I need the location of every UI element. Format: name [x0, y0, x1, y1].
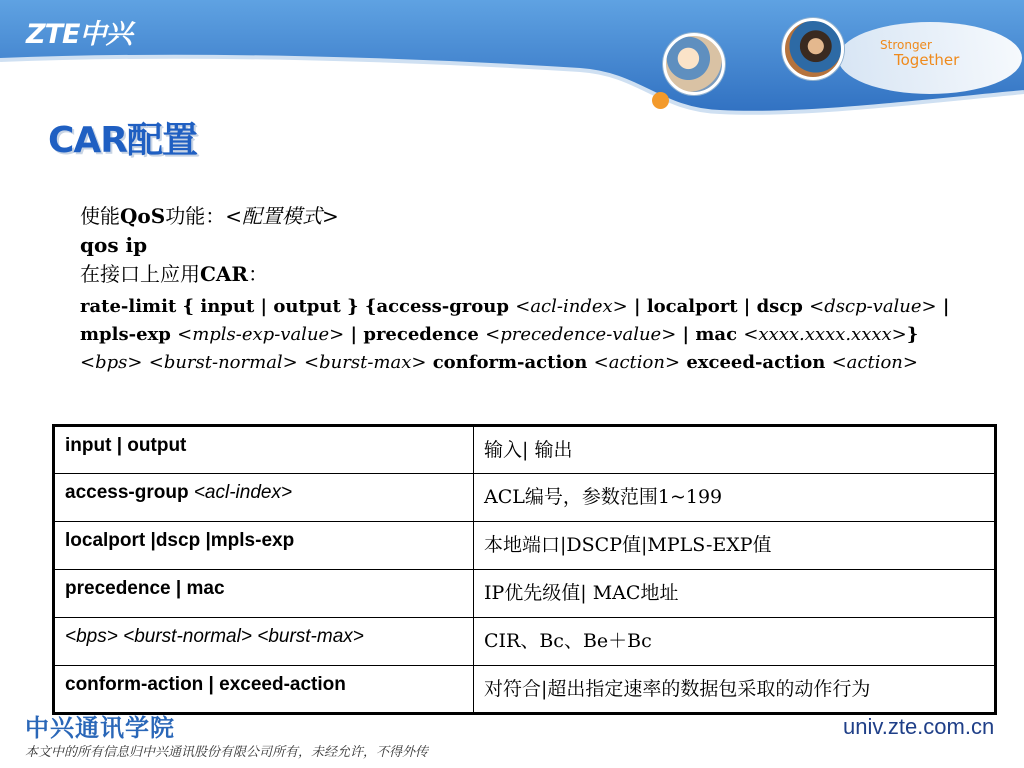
table-row: [54, 522, 996, 570]
table-row: [54, 618, 996, 666]
cmd-part: }: [906, 324, 919, 345]
cmd-param: <burst-max>: [304, 352, 427, 373]
footer-url: univ.zte.com.cn: [843, 714, 995, 739]
cmd-part: exceed-action: [680, 352, 832, 373]
cmd-part: conform-action: [426, 352, 594, 373]
qos-ip-command: qos ip: [80, 233, 148, 257]
param-cell: [54, 522, 474, 570]
cmd-part: rate-limit { input | output } {access-group: [80, 296, 516, 317]
apply-label-bold: CAR: [200, 262, 249, 286]
table-row: [54, 426, 996, 474]
parameter-table: [52, 424, 997, 715]
param-name: precedence | mac: [65, 578, 225, 599]
param-description: IP优先级值| MAC地址: [474, 570, 996, 618]
param-description: ACL编号，参数范围1~199: [474, 474, 996, 522]
config-mode: <配置模式>: [225, 204, 339, 228]
cmd-param: <dscp-value>: [809, 296, 937, 317]
slogan-line2: Together: [894, 51, 960, 69]
page-title: CAR配置: [48, 120, 198, 161]
rate-limit-command: [80, 293, 980, 377]
enable-qos-line: [80, 202, 980, 231]
param-name: conform-action | exceed-action: [65, 674, 346, 695]
apply-label-post: ：: [248, 262, 269, 286]
param-description: 对符合|超出指定速率的数据包采取的动作行为: [474, 666, 996, 714]
header-banner: [0, 0, 1024, 118]
academy-logo-text: 中兴通讯学院: [25, 713, 175, 742]
param-cell: [54, 570, 474, 618]
table-row: [54, 474, 996, 522]
param-name-italic: <acl-index>: [193, 482, 293, 503]
cmd-param: <xxxx.xxxx.xxxx>: [743, 324, 907, 345]
photo-circle-group: [782, 18, 844, 80]
cmd-param: <bps>: [80, 352, 143, 373]
copyright-note: 本文中的所有信息归中兴通讯股份有限公司所有，未经允许，不得外传: [25, 745, 429, 760]
cmd-param: <acl-index>: [515, 296, 628, 317]
param-cell: [54, 618, 474, 666]
apply-label-pre: 在接口上应用: [80, 262, 200, 286]
enable-label-bold: QoS: [120, 204, 166, 228]
cmd-part: | mpls-exp: [80, 296, 950, 345]
orange-dot-decoration: [652, 92, 669, 109]
table-row: [54, 570, 996, 618]
param-description: CIR、Bc、Be＋Bc: [474, 618, 996, 666]
cmd-param: <mpls-exp-value>: [177, 324, 345, 345]
cmd-param: <precedence-value>: [485, 324, 677, 345]
command-description: [80, 202, 980, 377]
param-name: access-group: [65, 482, 194, 503]
param-cell: [54, 474, 474, 522]
cmd-part: | precedence: [344, 324, 486, 345]
param-name: input | output: [65, 435, 187, 456]
apply-car-line: [80, 260, 980, 289]
table-row: [54, 666, 996, 714]
cmd-part: | localport | dscp: [627, 296, 810, 317]
param-cell: [54, 426, 474, 474]
cmd-param: <action>: [831, 352, 918, 373]
enable-label-pre: 使能: [80, 204, 120, 228]
slogan-line1: Stronger: [880, 38, 932, 52]
param-name-italic: <bps> <burst-normal> <burst-max>: [65, 626, 364, 647]
cmd-param: <action>: [593, 352, 681, 373]
header-background: [0, 0, 1024, 118]
param-description: 本地端口|DSCP值|MPLS-EXP值: [474, 522, 996, 570]
param-description: 输入| 输出: [474, 426, 996, 474]
enable-label-post: 功能：: [165, 204, 226, 228]
slogan: [880, 38, 975, 68]
param-cell: [54, 666, 474, 714]
cmd-part: | mac: [676, 324, 744, 345]
param-name: localport |dscp |mpls-exp: [65, 530, 295, 551]
zte-logo: ZTE中兴: [26, 19, 132, 50]
cmd-param: <burst-normal>: [148, 352, 298, 373]
photo-circle-people: [663, 33, 725, 95]
